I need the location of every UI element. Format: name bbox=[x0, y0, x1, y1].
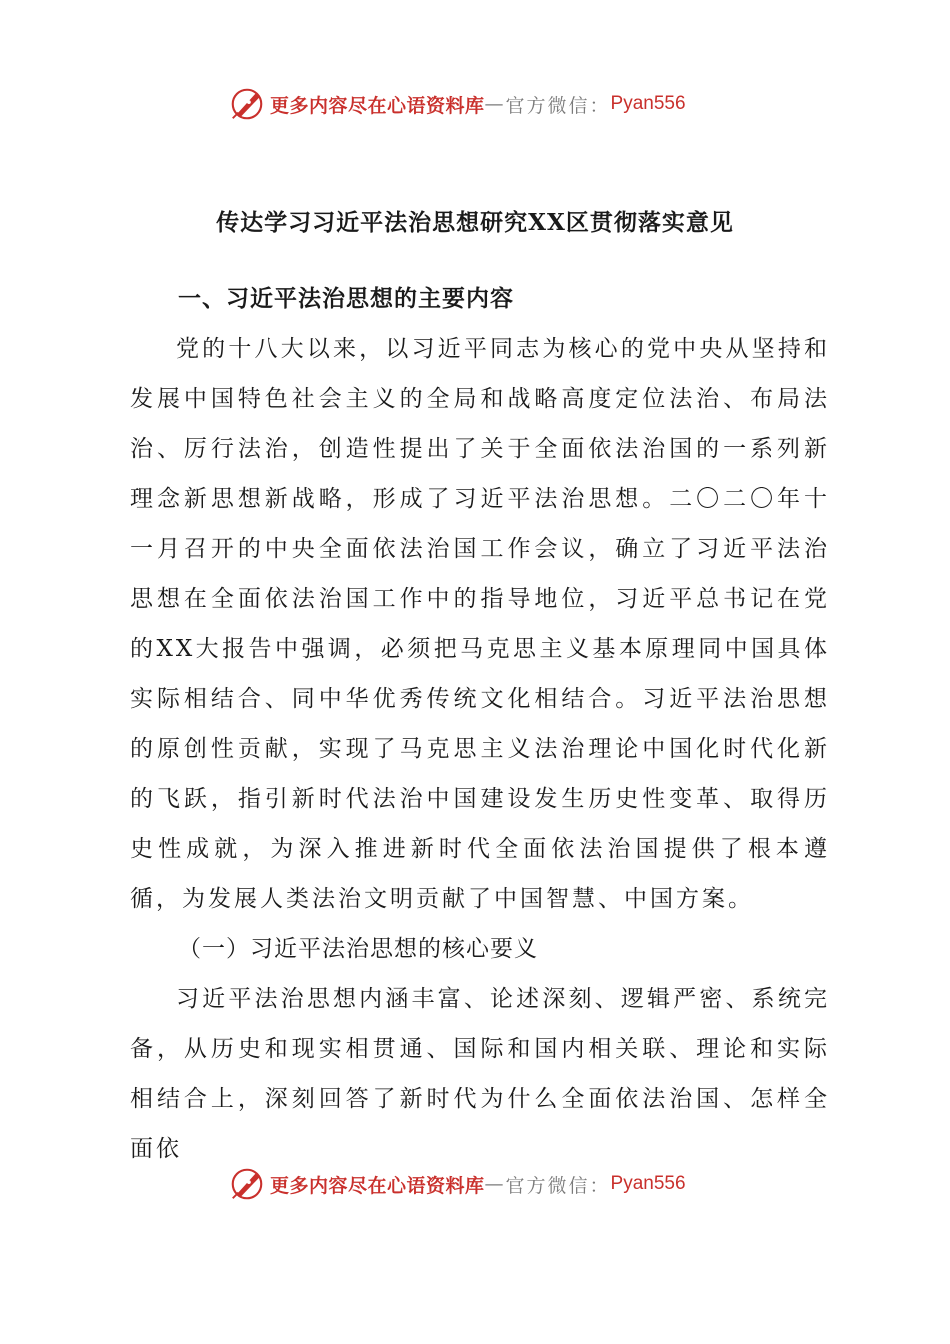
watermark-account: Pyan556 bbox=[610, 93, 686, 114]
paragraph-2: 习近平法治思想内涵丰富、论述深刻、逻辑严密、系统完备，从历史和现实相贯通、国际和国内相关联、理论和实际相结合上，深刻回答了新时代为什么全面依法治国、怎样全面依 bbox=[130, 986, 830, 1162]
pen-logo-icon bbox=[228, 1165, 266, 1203]
document-title: 传达学习习近平法治思想研究XX区贯彻落实意见 bbox=[216, 209, 734, 236]
pen-logo-icon bbox=[228, 85, 266, 123]
watermark-official-label: 官方微信： bbox=[505, 1174, 611, 1197]
watermark-banner-top bbox=[228, 84, 686, 124]
watermark-official-label: 官方微信： bbox=[505, 94, 611, 117]
watermark-brand: 更多内容尽在心语资料库 bbox=[270, 94, 485, 117]
watermark-account: Pyan556 bbox=[610, 1173, 686, 1194]
watermark-banner-bottom bbox=[228, 1164, 686, 1204]
watermark-dash: — bbox=[484, 93, 506, 115]
subheading-1: （一）习近平法治思想的核心要义 bbox=[178, 936, 538, 962]
watermark-dash: — bbox=[484, 1173, 506, 1195]
section-heading: 一、习近平法治思想的主要内容 bbox=[178, 285, 514, 312]
document-body bbox=[130, 324, 830, 1174]
watermark-brand: 更多内容尽在心语资料库 bbox=[270, 1174, 485, 1197]
paragraph-1: 党的十八大以来，以习近平同志为核心的党中央从坚持和发展中国特色社会主义的全局和战略高度定位法治、布局法治、厉行法治，创造性提出了关于全面依法治国的一系列新理念新思想新战略，形成了习近平法治思想。二〇二〇年十一月召开的中央全面依法治国工作会议，确立了习近平法治思想在全面依法治国工作中的指导地位，习近平总书记在党的XX大报告中强调，必须把马克思主义基本原理同中国具体实际相结合、同中华优秀传统文化相结合。习近平法治思想的原创性贡献，实现了马克思主义法治理论中国化时代化新的飞跃，指引新时代法治中国建设发生历史性变革、取得历史性成就，为深入推进新时代全面依法治国提供了根本遵循，为发展人类法治文明贡献了中国智慧、中国方案。 bbox=[130, 336, 830, 912]
